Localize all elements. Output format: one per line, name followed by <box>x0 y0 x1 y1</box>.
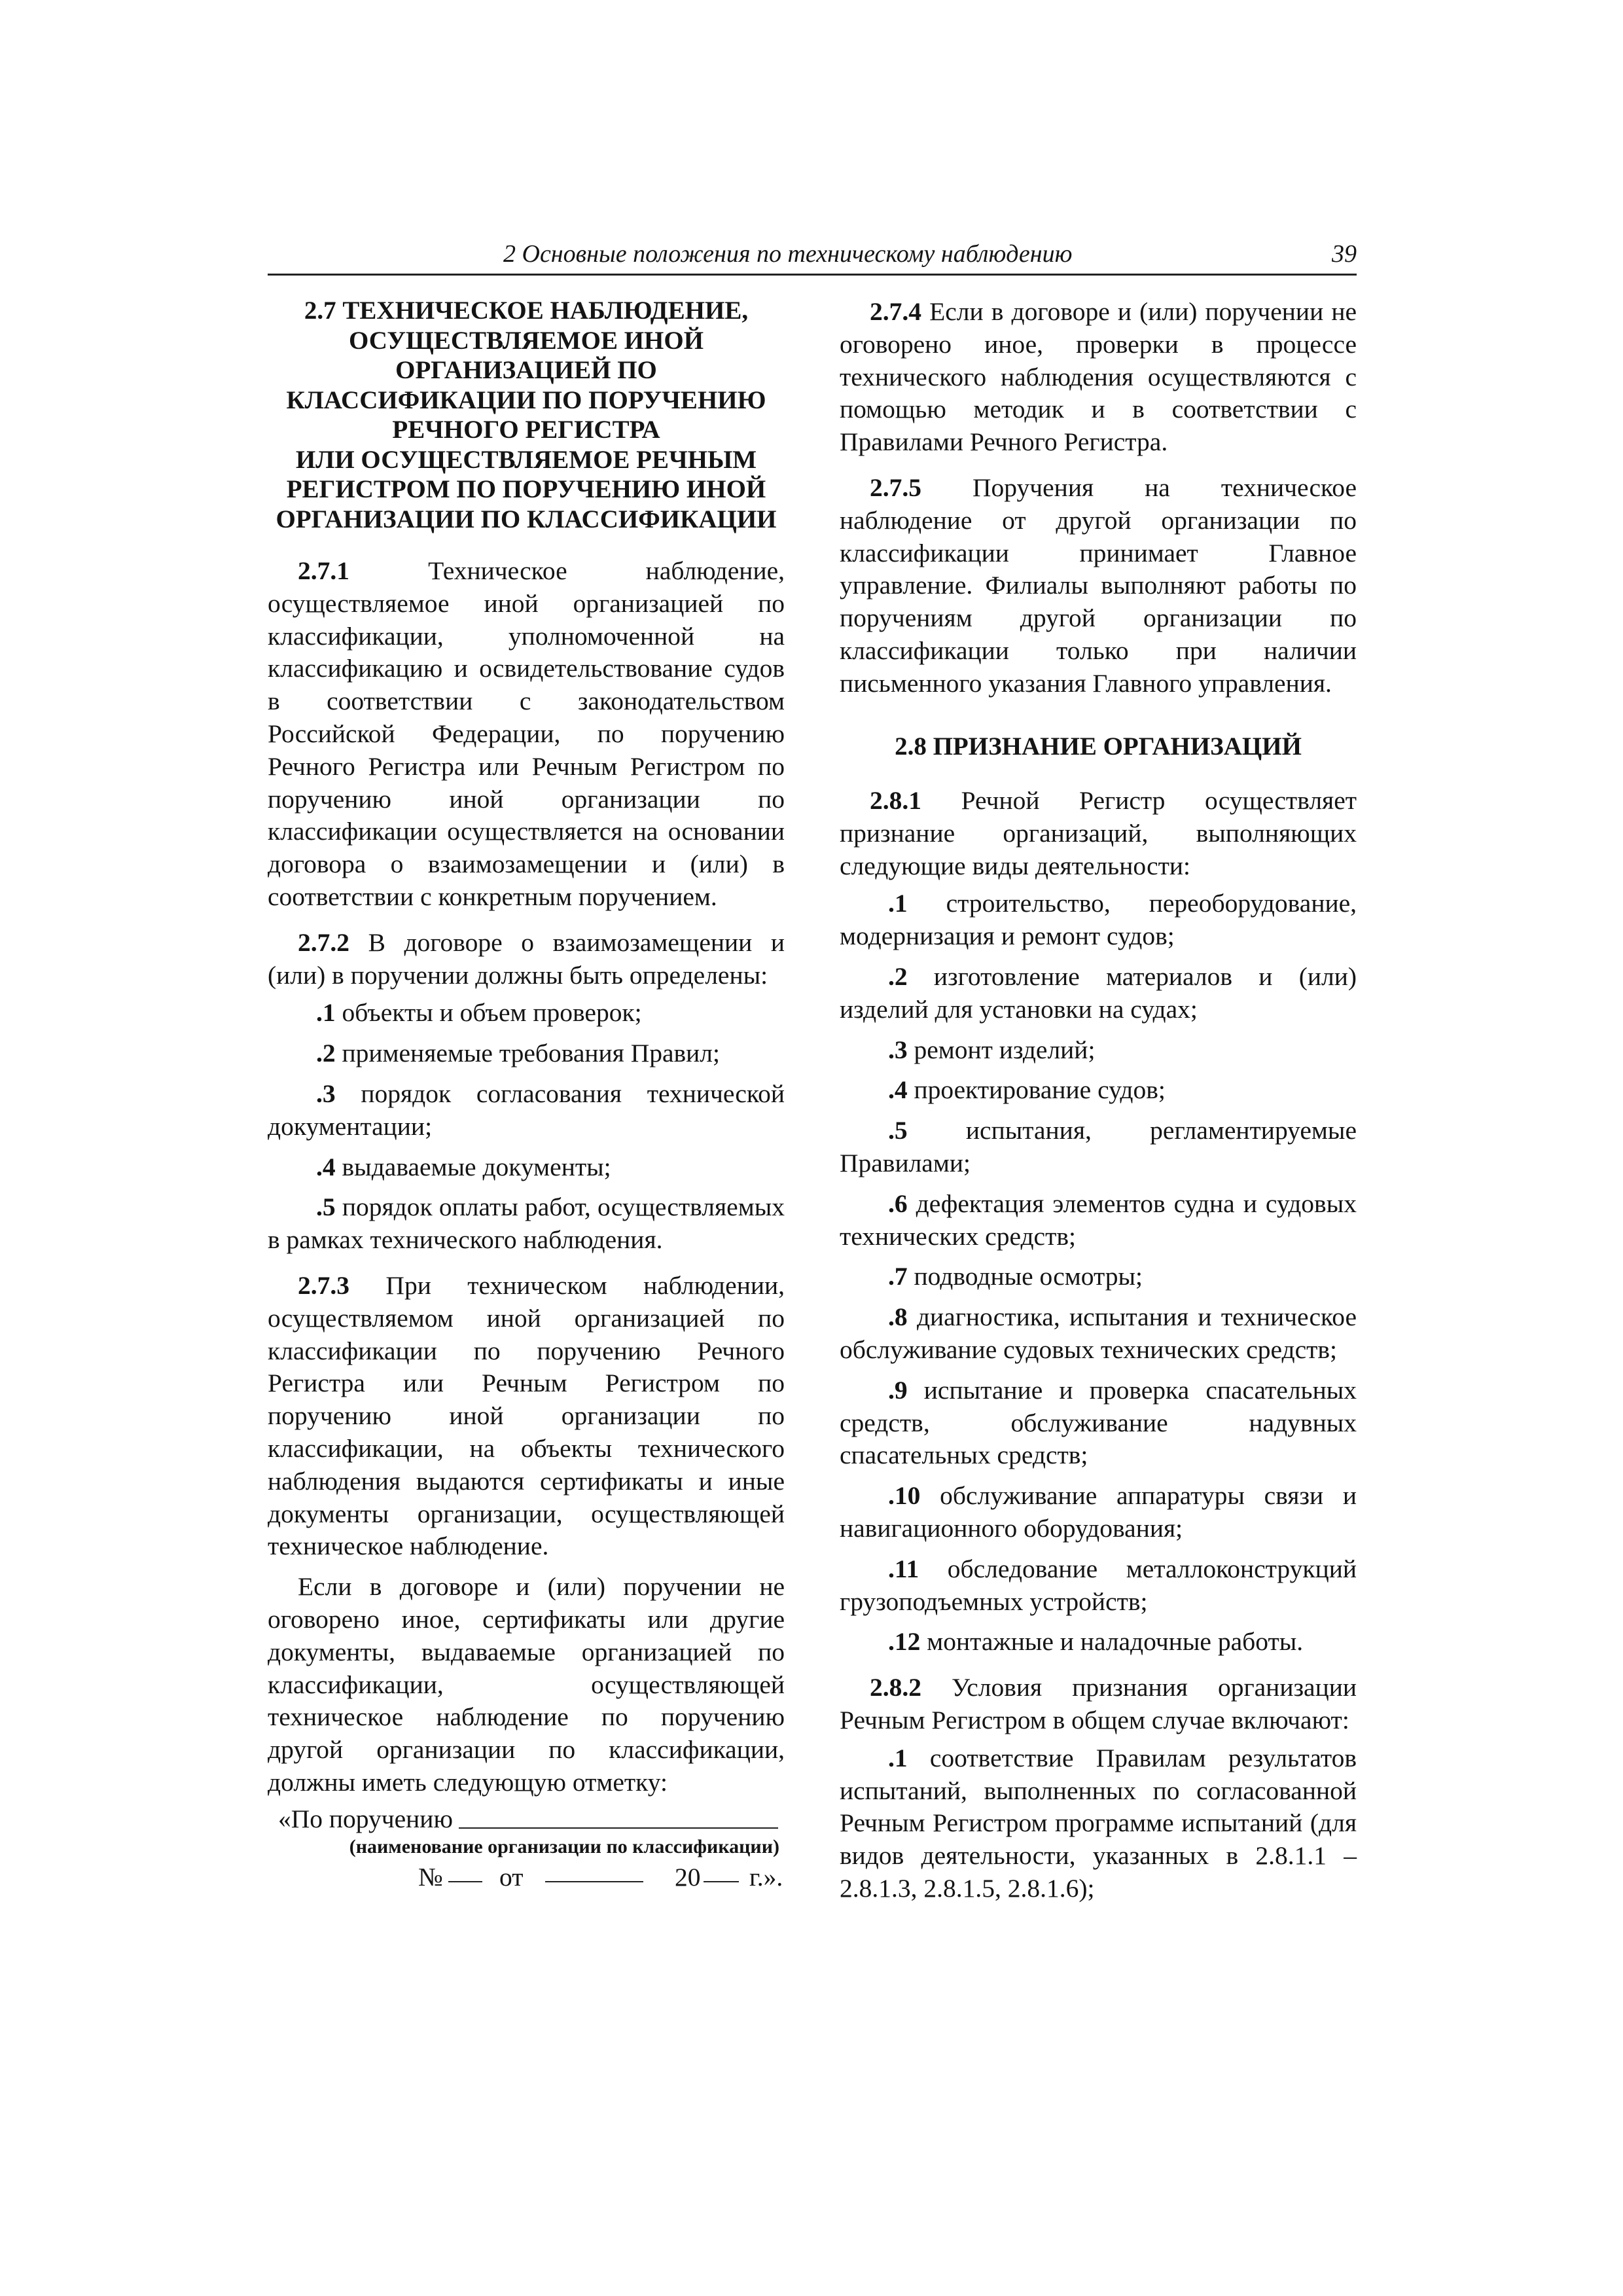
list-item <box>840 961 1357 1026</box>
heading-line: ИЛИ ОСУЩЕСТВЛЯЕМОЕ РЕЧНЫМ <box>295 445 757 474</box>
clause-text: Поручения на техническое наблюдение от другой организации по классификации принимает Главное управление. Филиалы выполняют работы по поручениям другой организации по классификации только при наличии письменного указания Главного управления. <box>840 473 1357 698</box>
list-item <box>840 1115 1357 1180</box>
item-text: объекты и объем проверок; <box>342 998 642 1028</box>
item-text: дефектация элементов судна и судовых технических средств; <box>840 1189 1357 1251</box>
item-number: .6 <box>888 1189 908 1218</box>
paragraph-2-8-2 <box>840 1672 1357 1737</box>
heading-line: РЕЧНОГО РЕГИСТРА <box>392 416 660 444</box>
item-text: порядок оплаты работ, осуществляемых в рамках технического наблюдения. <box>268 1193 785 1255</box>
item-number: .1 <box>888 889 908 918</box>
heading-line: 2.7 ТЕХНИЧЕСКОЕ НАБЛЮДЕНИЕ, <box>304 296 749 325</box>
item-text: подводные осмотры; <box>914 1262 1143 1291</box>
list-item <box>840 1261 1357 1293</box>
mark-prefix: «По поручению <box>278 1804 453 1833</box>
list-item <box>268 1151 785 1184</box>
item-number: .12 <box>888 1627 921 1657</box>
clause-number: 2.8.2 <box>870 1673 921 1702</box>
item-number: .3 <box>888 1035 908 1064</box>
item-text: испытание и проверка спасательных средств, обслуживание надувных спасательных средств; <box>840 1375 1357 1470</box>
item-number: .4 <box>316 1152 336 1181</box>
clause-text: Если в договоре и (или) поручении не оговорено иное, проверки в процессе технического наблюдения осуществляются с помощью методик и в соответствии с Правилами Речного Регистра. <box>840 297 1357 457</box>
item-text: монтажные и наладочные работы. <box>927 1627 1304 1657</box>
section-2-8-heading: 2.8 ПРИЗНАНИЕ ОРГАНИЗАЦИЙ <box>895 732 1302 761</box>
list-item <box>840 1074 1357 1107</box>
clause-text: При техническом наблюдении, осуществляемом иной организацией по классификации по поручению Речного Регистра или Речным Регистром по поручению иной организации по классификации, на объекты технического наблюдения выдаются сертификаты и иные документы организации, осуществляющей техническое наблюдение. <box>268 1270 785 1561</box>
right-column <box>840 296 1357 1913</box>
list-item <box>840 1301 1357 1367</box>
section-2-7-heading <box>268 296 785 534</box>
paragraph-2-7-3-continued <box>268 1571 785 1799</box>
heading-line: ОРГАНИЗАЦИИ ПО КЛАССИФИКАЦИИ <box>276 505 777 533</box>
item-text: обследование металлоконструкций грузоподъемных устройств; <box>840 1554 1357 1616</box>
paragraph-2-7-3 <box>268 1270 785 1563</box>
list-item <box>840 1742 1357 1905</box>
clause-text: Условия признания организации Речным Регистром в общем случае включают: <box>840 1673 1357 1734</box>
item-number: .9 <box>888 1375 908 1405</box>
item-text: испытания, регламентируемые Правилами; <box>840 1116 1357 1178</box>
mark-end: г.». <box>749 1862 783 1892</box>
item-text: диагностика, испытания и техническое обслуживание судовых технических средств; <box>840 1302 1357 1365</box>
clause-number: 2.7.1 <box>298 556 349 585</box>
clause-number: 2.7.3 <box>298 1270 349 1300</box>
clause-number: 2.7.5 <box>870 473 921 502</box>
year-prefix: 20 <box>675 1862 701 1892</box>
list-item <box>840 1034 1357 1067</box>
list-item <box>840 1480 1357 1545</box>
item-number: .4 <box>888 1075 908 1105</box>
mark-caption: (наименование организации по классификации) <box>349 1835 779 1857</box>
list-item <box>268 1037 785 1070</box>
list-item <box>840 1374 1357 1472</box>
list-item <box>840 1553 1357 1619</box>
clause-number: 2.7.4 <box>870 297 921 326</box>
list-item <box>840 888 1357 953</box>
item-number: .1 <box>316 998 336 1028</box>
item-text: порядок согласования технической документации; <box>268 1079 785 1141</box>
item-number: .11 <box>888 1554 919 1583</box>
clause-text: Речной Регистр осуществляет признание организаций, выполняющих следующие виды деятельности: <box>840 786 1357 880</box>
list-item <box>840 1188 1357 1253</box>
clause-text: Если в договоре и (или) поручении не оговорено иное, сертификаты или другие документы, выдаваемые организацией по классификации, осуществляющей техническое наблюдение по поручению другой организации по классификации, должны иметь следующую отметку: <box>268 1572 785 1797</box>
clause-number: 2.7.2 <box>298 927 349 957</box>
heading-line: ОРГАНИЗАЦИЕЙ ПО <box>395 356 657 384</box>
list-item <box>268 1078 785 1143</box>
heading-line: РЕГИСТРОМ ПО ПОРУЧЕНИЮ ИНОЙ <box>286 475 766 503</box>
item-text: соответствие Правилам результатов испытаний, выполненных по согласованной Речным Регистром программе испытаний (для видов деятельности, указанных в 2.8.1.1 – 2.8.1.3, 2.8.1.5, 2.8.1.6); <box>840 1743 1357 1903</box>
paragraph-2-7-5 <box>840 472 1357 700</box>
running-title: 2 Основные положения по техническому наблюдению <box>503 240 1073 268</box>
item-number: .2 <box>316 1039 336 1068</box>
item-number: .5 <box>316 1193 336 1222</box>
organization-blank <box>459 1827 778 1829</box>
item-number: .8 <box>888 1302 908 1332</box>
item-text: ремонт изделий; <box>914 1035 1096 1064</box>
paragraph-2-8-1 <box>840 785 1357 882</box>
item-number: .1 <box>888 1743 908 1772</box>
page-number: 39 <box>1332 240 1357 268</box>
item-text: обслуживание аппаратуры связи и навигационного оборудования; <box>840 1481 1357 1543</box>
mark-date-line <box>268 1859 785 1895</box>
number-sign: № <box>418 1862 443 1892</box>
left-column <box>268 296 785 1895</box>
item-text: выдаваемые документы; <box>342 1152 611 1181</box>
paragraph-2-7-4 <box>840 296 1357 459</box>
list-item <box>268 997 785 1030</box>
item-text: проектирование судов; <box>914 1075 1166 1105</box>
item-number: .7 <box>888 1262 908 1291</box>
item-number: .2 <box>888 962 908 992</box>
item-number: .10 <box>888 1481 921 1511</box>
page-header <box>268 237 1357 276</box>
paragraph-2-7-1 <box>268 555 785 914</box>
mark-template-line <box>268 1803 785 1835</box>
clause-text: Техническое наблюдение, осуществляемое иной организацией по классификации, уполномоченной на классификацию и освидетельствование судов в соответствии с законодательством Российской Федерации, по поручению Речного Регистра или Речным Регистром по поручению иной организации по классификации осуществляется на основании договора о взаимозамещении и (или) в соответствии с конкретным поручением. <box>268 556 785 911</box>
from-label: от <box>499 1862 524 1892</box>
item-number: .5 <box>888 1116 908 1145</box>
item-text: применяемые требования Правил; <box>342 1039 720 1068</box>
item-number: .3 <box>316 1079 336 1108</box>
list-item <box>840 1626 1357 1659</box>
clause-number: 2.8.1 <box>870 786 921 816</box>
heading-line: ОСУЩЕСТВЛЯЕМОЕ ИНОЙ <box>348 326 704 355</box>
heading-line: КЛАССИФИКАЦИИ ПО ПОРУЧЕНИЮ <box>286 386 766 414</box>
clause-text: В договоре о взаимозамещении и (или) в поручении должны быть определены: <box>268 927 785 990</box>
item-text: изготовление материалов и (или) изделий для установки на судах; <box>840 962 1357 1024</box>
paragraph-2-7-2 <box>268 927 785 992</box>
item-text: строительство, переоборудование, модернизация и ремонт судов; <box>840 889 1357 951</box>
list-item <box>268 1191 785 1257</box>
